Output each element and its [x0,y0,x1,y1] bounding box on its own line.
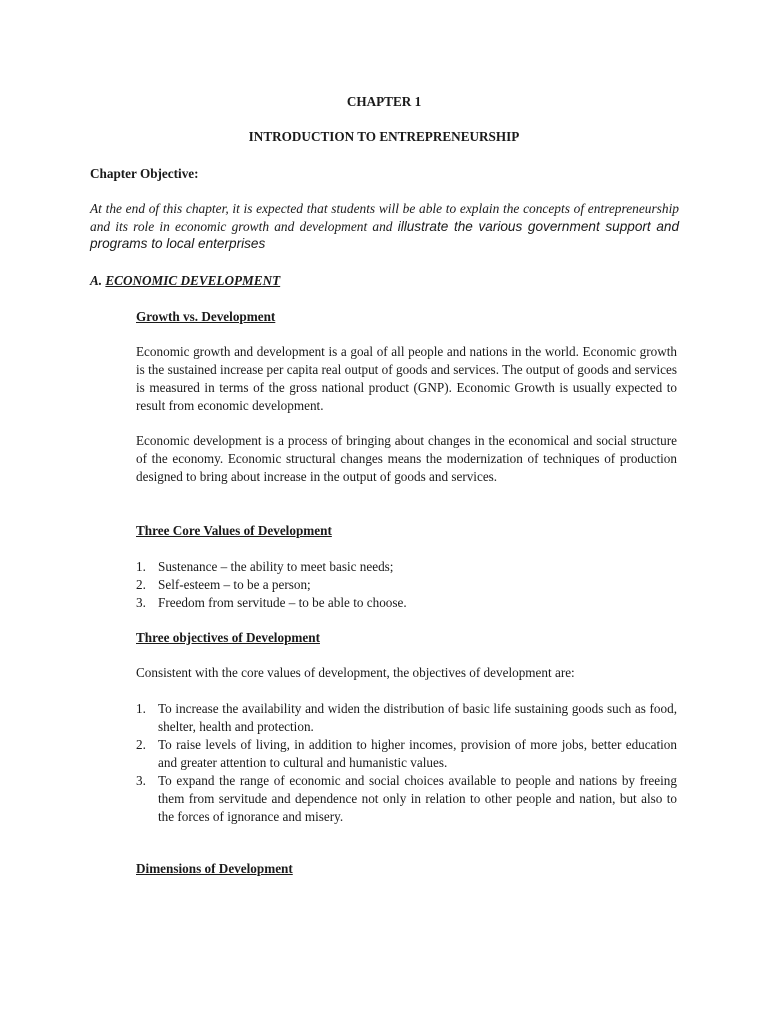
objectives-list [136,700,677,826]
list-number: 1. [136,559,146,574]
list-text: To expand the range of economic and social choices available to people and nations by freeing them from servitude and dependence not only in relation to other people and nation, but also to the forces of ignorance and misery. [158,773,677,824]
growth-heading: Growth vs. Development [136,309,276,324]
objectives-heading: Three objectives of Development [136,630,320,645]
list-text: To raise levels of living, in addition to higher incomes, provision of more jobs, better education and greater attention to cultural and humanistic values. [158,737,677,770]
list-number: 3. [136,595,146,610]
list-number: 2. [136,737,146,752]
core-values-list [136,558,677,612]
section-title: ECONOMIC DEVELOPMENT [105,273,281,288]
section-prefix: A. [90,273,106,288]
growth-paragraph-2: Economic development is a process of bringing about changes in the economical and social structure of the economy. Economic structural changes means the modernization of techniques of production designed to bring about increase in the output of goods and services. [136,433,677,484]
list-item [136,594,677,612]
objectives-intro: Consistent with the core values of development, the objectives of development are: [136,665,575,680]
list-item [136,576,677,594]
list-number: 1. [136,701,146,716]
objective-text [90,200,679,253]
list-text: To increase the availability and widen the distribution of basic life sustaining goods such as food, shelter, health and protection. [158,701,677,734]
list-text: Sustenance – the ability to meet basic needs; [158,559,394,574]
list-text: Self-esteem – to be a person; [158,577,311,592]
list-text: Freedom from servitude – to be able to choose. [158,595,407,610]
chapter-title: INTRODUCTION TO ENTREPRENEURSHIP [248,129,520,144]
list-item [136,736,677,772]
core-values-heading: Three Core Values of Development [136,523,332,538]
list-item [136,772,677,826]
dimensions-heading: Dimensions of Development [136,861,293,876]
objective-heading: Chapter Objective: [90,166,199,181]
chapter-number: CHAPTER 1 [346,94,422,109]
list-number: 3. [136,773,146,788]
objective-text-sans: illustrate the various government support and programs to local enterprises [90,218,680,251]
section-heading-a [90,272,280,290]
list-item [136,700,677,736]
list-item [136,558,677,576]
growth-paragraph-1: Economic growth and development is a goal of all people and nations in the world. Economic growth is the sustained increase per capita real output of goods and services. The output of goods and services is measured in terms of the gross national product (GNP). Economic Growth is usually expected to result from economic development. [136,344,677,413]
list-number: 2. [136,577,146,592]
objective-text-serif: At the end of this chapter, it is expected that students will be able to explain the concepts of entrepreneurship and its role in economic growth and development and [90,201,679,234]
